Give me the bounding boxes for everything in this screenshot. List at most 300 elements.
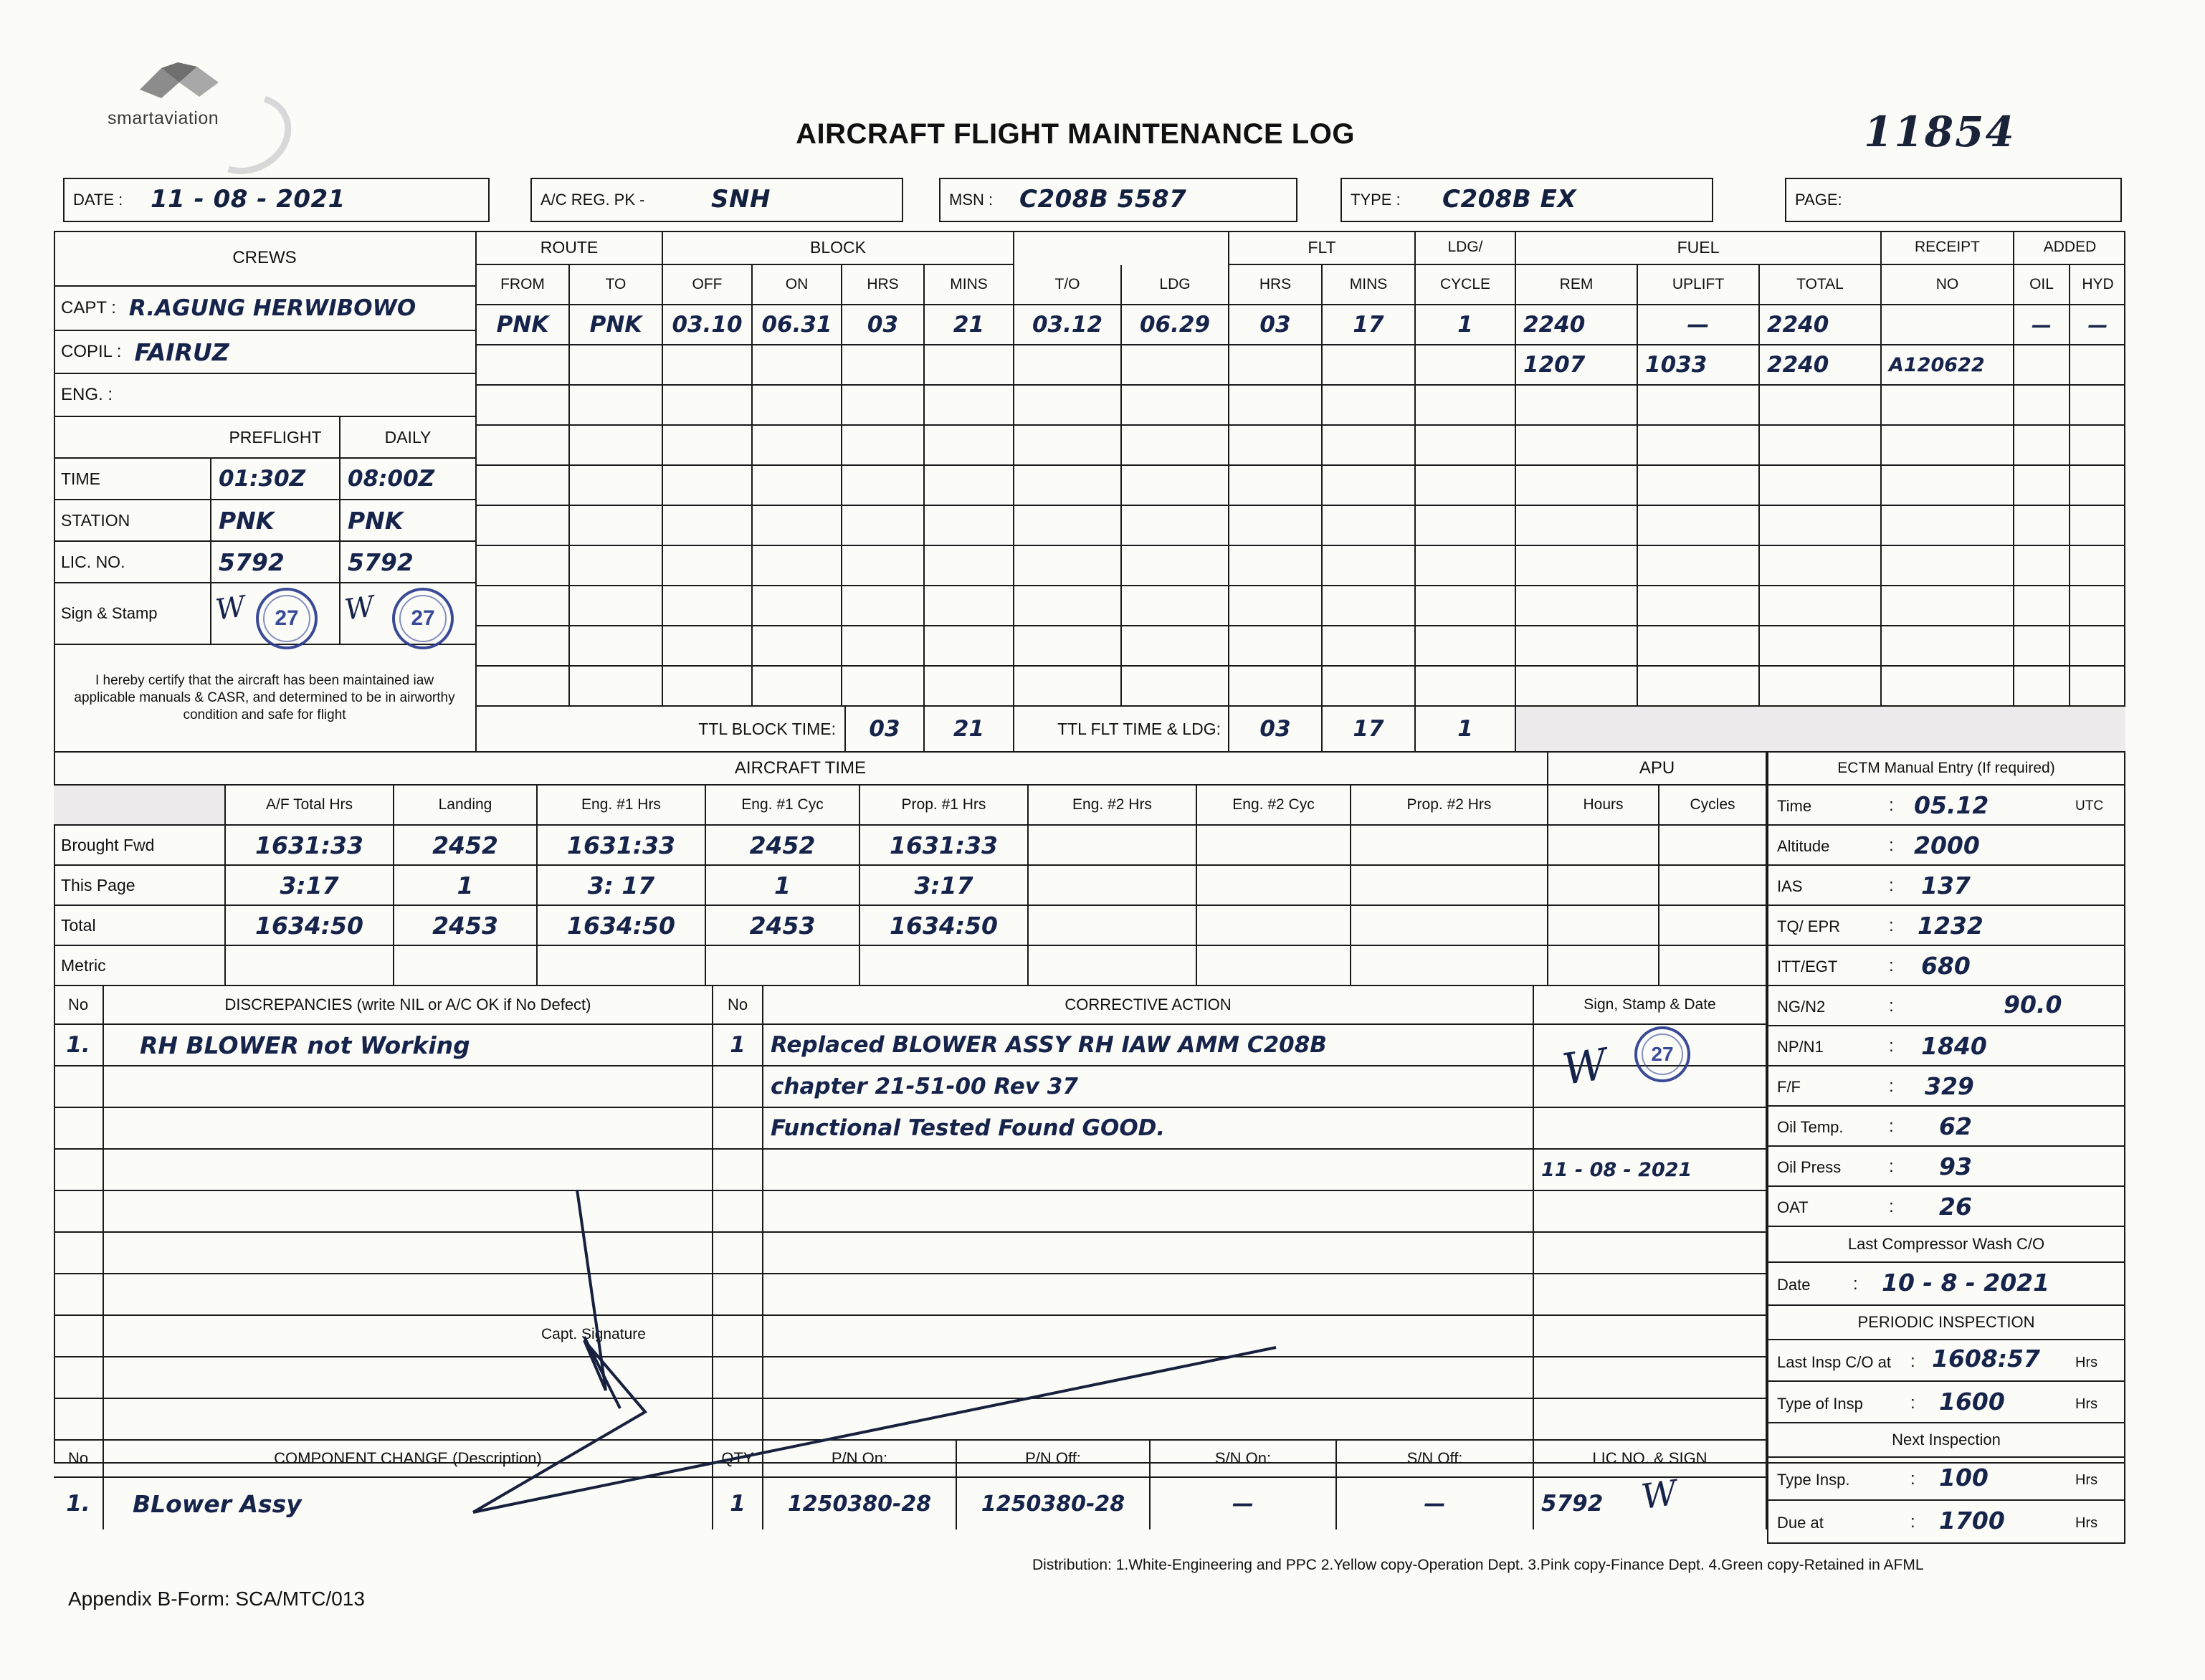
- row6-from[interactable]: [477, 506, 570, 546]
- row7-block-hrs[interactable]: [842, 546, 925, 586]
- corrective-1-line1: Replaced BLOWER ASSY RH IAW AMM C208B: [763, 1025, 1534, 1066]
- date-field-box[interactable]: [63, 178, 490, 222]
- row9-flt-hrs[interactable]: [1229, 626, 1323, 667]
- metric-eng2-cyc[interactable]: [1197, 946, 1351, 986]
- total-prop2-hrs[interactable]: [1351, 906, 1548, 946]
- row1-receipt: [1882, 305, 2014, 345]
- row1-fuel-rem: 2240: [1516, 305, 1638, 345]
- ttl-block-hrs: 03: [846, 707, 925, 753]
- row4-oil[interactable]: [2014, 426, 2070, 466]
- ttl-flt-time-label: TTL FLT TIME & LDG:: [1014, 707, 1229, 753]
- row3-hyd[interactable]: [2070, 386, 2125, 426]
- component-row1-sn-on: —: [1151, 1478, 1337, 1529]
- last-insp-colon: :: [1910, 1352, 1915, 1371]
- corrective-1-line3: Functional Tested Found GOOD.: [763, 1108, 1534, 1150]
- row4-from[interactable]: [477, 426, 570, 466]
- row1-flt-mins: 17: [1323, 305, 1416, 345]
- sign-cell-3[interactable]: [1534, 1108, 1767, 1150]
- row1-flt-hrs: 03: [1229, 305, 1323, 345]
- next-type-insp-colon: :: [1910, 1469, 1915, 1489]
- row9-takeoff[interactable]: [1014, 626, 1122, 667]
- discrepancy-9-no[interactable]: [54, 1357, 104, 1399]
- row6-block-mins[interactable]: [925, 506, 1014, 546]
- ectm-itt-label: ITT/EGT: [1777, 958, 1838, 975]
- row4-cycle[interactable]: [1416, 426, 1516, 466]
- row3-flt-mins[interactable]: [1323, 386, 1416, 426]
- row8-flt-mins[interactable]: [1323, 586, 1416, 626]
- apu-heading: APU: [1548, 753, 1767, 786]
- row3-on[interactable]: [753, 386, 842, 426]
- ectm-np-value: 1840: [1921, 1032, 1987, 1060]
- row5-takeoff[interactable]: [1014, 466, 1122, 506]
- total-apu-hours[interactable]: [1548, 906, 1659, 946]
- corrective-5-no[interactable]: [713, 1191, 763, 1233]
- due-at-label: Due at: [1777, 1514, 1824, 1532]
- row3-oil[interactable]: [2014, 386, 2070, 426]
- row8-block-hrs[interactable]: [842, 586, 925, 626]
- row2-block-hrs[interactable]: [842, 345, 925, 386]
- col-eng1-cyc: Eng. #1 Cyc: [706, 786, 860, 826]
- discrepancy-2-text[interactable]: [104, 1066, 713, 1108]
- type-field-box[interactable]: [1340, 178, 1713, 222]
- brought-fwd-landing: 2452: [394, 826, 538, 866]
- ectm-ff-colon: :: [1889, 1077, 1894, 1096]
- row6-landing[interactable]: [1122, 506, 1229, 546]
- discrepancy-7-no[interactable]: [54, 1274, 104, 1316]
- row2-block-mins[interactable]: [925, 345, 1014, 386]
- corrective-9-text[interactable]: [763, 1357, 1534, 1399]
- row7-fuel-total[interactable]: [1760, 546, 1882, 586]
- row10-fuel-uplift[interactable]: [1638, 667, 1760, 707]
- preflight-header: PREFLIGHT: [211, 417, 340, 459]
- brought-fwd-apu-hours[interactable]: [1548, 826, 1659, 866]
- sign-cell-7[interactable]: [1534, 1274, 1767, 1316]
- row10-landing[interactable]: [1122, 667, 1229, 707]
- row8-flt-hrs[interactable]: [1229, 586, 1323, 626]
- row8-block-mins[interactable]: [925, 586, 1014, 626]
- ectm-time-colon: :: [1889, 796, 1894, 815]
- page-field-box[interactable]: [1785, 178, 2122, 222]
- row2-from[interactable]: [477, 345, 570, 386]
- metric-apu-hours[interactable]: [1548, 946, 1659, 986]
- row2-off[interactable]: [663, 345, 753, 386]
- col-on: ON: [753, 265, 842, 305]
- ldg-cycle-group-header: LDG/: [1416, 231, 1516, 265]
- row2-landing[interactable]: [1122, 345, 1229, 386]
- sign-cell-9[interactable]: [1534, 1357, 1767, 1399]
- discrepancy-8-no[interactable]: [54, 1316, 104, 1357]
- discrepancy-5-text[interactable]: [104, 1191, 713, 1233]
- corrective-6-text[interactable]: [763, 1233, 1534, 1274]
- row7-block-mins[interactable]: [925, 546, 1014, 586]
- row9-fuel-rem[interactable]: [1516, 626, 1638, 667]
- flt-group-header: FLT: [1229, 231, 1416, 265]
- total-af-hrs: 1634:50: [226, 906, 394, 946]
- discrepancy-1-text: RH BLOWER not Working: [104, 1025, 713, 1066]
- total-eng2-hrs[interactable]: [1029, 906, 1197, 946]
- row9-on[interactable]: [753, 626, 842, 667]
- totals-shaded-right: [1516, 707, 2125, 753]
- row10-from[interactable]: [477, 667, 570, 707]
- row10-takeoff[interactable]: [1014, 667, 1122, 707]
- sign-stamp-daily-cell[interactable]: [340, 583, 477, 645]
- row5-flt-hrs[interactable]: [1229, 466, 1323, 506]
- total-apu-cycles[interactable]: [1659, 906, 1767, 946]
- metric-apu-cycles[interactable]: [1659, 946, 1767, 986]
- row2-oil[interactable]: [2014, 345, 2070, 386]
- corrective-6-no[interactable]: [713, 1233, 763, 1274]
- row3-fuel-uplift[interactable]: [1638, 386, 1760, 426]
- row3-flt-hrs[interactable]: [1229, 386, 1323, 426]
- row3-takeoff[interactable]: [1014, 386, 1122, 426]
- row3-from[interactable]: [477, 386, 570, 426]
- discrepancy-4-no[interactable]: [54, 1150, 104, 1191]
- row2-fuel-rem: 1207: [1516, 345, 1638, 386]
- total-prop1-hrs: 1634:50: [860, 906, 1029, 946]
- discrepancy-4-text[interactable]: [104, 1150, 713, 1191]
- brought-fwd-eng2-cyc[interactable]: [1197, 826, 1351, 866]
- metric-prop2-hrs[interactable]: [1351, 946, 1548, 986]
- sign-cell-8[interactable]: [1534, 1316, 1767, 1357]
- row7-on[interactable]: [753, 546, 842, 586]
- corrective-7-no[interactable]: [713, 1274, 763, 1316]
- logo-wordmark: smartaviation: [108, 108, 219, 128]
- preflight-corner-blank: [54, 417, 211, 459]
- row7-fuel-rem[interactable]: [1516, 546, 1638, 586]
- row4-takeoff[interactable]: [1014, 426, 1122, 466]
- row4-fuel-rem[interactable]: [1516, 426, 1638, 466]
- ectm-oat-value: 26: [1939, 1193, 1972, 1221]
- row7-receipt[interactable]: [1882, 546, 2014, 586]
- sign-stamp-preflight-cell[interactable]: [211, 583, 340, 645]
- station-daily-value: PNK: [340, 500, 477, 542]
- smartaviation-logo: [108, 61, 272, 147]
- row7-to[interactable]: [570, 546, 663, 586]
- msn-field-box[interactable]: [939, 178, 1297, 222]
- corrective-8-no[interactable]: [713, 1316, 763, 1357]
- row5-from[interactable]: [477, 466, 570, 506]
- corrective-3-no[interactable]: [713, 1108, 763, 1150]
- ectm-ng-colon: :: [1889, 996, 1894, 1016]
- brought-fwd-prop2-hrs[interactable]: [1351, 826, 1548, 866]
- component-row1-signature: W: [1639, 1472, 1680, 1518]
- licno-preflight-value: 5792: [211, 542, 340, 583]
- row4-receipt[interactable]: [1882, 426, 2014, 466]
- brought-fwd-eng1-cyc: 2452: [706, 826, 860, 866]
- row7-flt-hrs[interactable]: [1229, 546, 1323, 586]
- row5-on[interactable]: [753, 466, 842, 506]
- corrective-2-no[interactable]: [713, 1066, 763, 1108]
- row5-cycle[interactable]: [1416, 466, 1516, 506]
- row8-on[interactable]: [753, 586, 842, 626]
- row2-hyd[interactable]: [2070, 345, 2125, 386]
- row7-cycle[interactable]: [1416, 546, 1516, 586]
- row9-block-hrs[interactable]: [842, 626, 925, 667]
- row9-flt-mins[interactable]: [1323, 626, 1416, 667]
- corrective-5-text[interactable]: [763, 1191, 1534, 1233]
- corrective-4-text[interactable]: [763, 1150, 1534, 1191]
- row3-block-hrs[interactable]: [842, 386, 925, 426]
- row6-flt-mins[interactable]: [1323, 506, 1416, 546]
- row6-fuel-uplift[interactable]: [1638, 506, 1760, 546]
- next-inspection-heading: Next Inspection: [1767, 1423, 2125, 1458]
- this-page-apu-cycles[interactable]: [1659, 866, 1767, 906]
- discrepancy-7-text[interactable]: [104, 1274, 713, 1316]
- row5-receipt[interactable]: [1882, 466, 2014, 506]
- row1-cycle: 1: [1416, 305, 1516, 345]
- row9-block-mins[interactable]: [925, 626, 1014, 667]
- row4-landing[interactable]: [1122, 426, 1229, 466]
- corrective-7-text[interactable]: [763, 1274, 1534, 1316]
- row3-to[interactable]: [570, 386, 663, 426]
- row3-block-mins[interactable]: [925, 386, 1014, 426]
- metric-eng1-cyc[interactable]: [706, 946, 860, 986]
- row10-flt-mins[interactable]: [1323, 667, 1416, 707]
- row10-receipt[interactable]: [1882, 667, 2014, 707]
- row6-flt-hrs[interactable]: [1229, 506, 1323, 546]
- row5-flt-mins[interactable]: [1323, 466, 1416, 506]
- row7-takeoff[interactable]: [1014, 546, 1122, 586]
- row6-oil[interactable]: [2014, 506, 2070, 546]
- row10-hyd[interactable]: [2070, 667, 2125, 707]
- row10-cycle[interactable]: [1416, 667, 1516, 707]
- date-value: 11 - 08 - 2021: [151, 185, 346, 214]
- row4-off[interactable]: [663, 426, 753, 466]
- this-page-eng2-hrs[interactable]: [1029, 866, 1197, 906]
- row3-cycle[interactable]: [1416, 386, 1516, 426]
- row7-off[interactable]: [663, 546, 753, 586]
- discrepancy-2-no[interactable]: [54, 1066, 104, 1108]
- discrepancy-10-no[interactable]: [54, 1399, 104, 1441]
- row6-off[interactable]: [663, 506, 753, 546]
- corrective-stamp: 27: [1634, 1026, 1690, 1082]
- sign-stamp-date-heading: Sign, Stamp & Date: [1534, 986, 1767, 1025]
- ectm-oil-temp-label: Oil Temp.: [1777, 1118, 1844, 1136]
- row6-hyd[interactable]: [2070, 506, 2125, 546]
- row8-fuel-uplift[interactable]: [1638, 586, 1760, 626]
- metric-eng2-hrs[interactable]: [1029, 946, 1197, 986]
- row2-cycle[interactable]: [1416, 345, 1516, 386]
- row8-to[interactable]: [570, 586, 663, 626]
- corrective-4-no[interactable]: [713, 1150, 763, 1191]
- metric-eng1-hrs[interactable]: [538, 946, 706, 986]
- row10-to[interactable]: [570, 667, 663, 707]
- row6-to[interactable]: [570, 506, 663, 546]
- component-sn-on-header: S/N On:: [1151, 1441, 1337, 1478]
- row6-takeoff[interactable]: [1014, 506, 1122, 546]
- brought-fwd-eng2-hrs[interactable]: [1029, 826, 1197, 866]
- component-lic-header: LIC NO. & SIGN: [1534, 1441, 1767, 1478]
- sign-cell-10[interactable]: [1534, 1399, 1767, 1441]
- row10-oil[interactable]: [2014, 667, 2070, 707]
- sign-cell-6[interactable]: [1534, 1233, 1767, 1274]
- row10-fuel-rem[interactable]: [1516, 667, 1638, 707]
- ectm-oat-label: OAT: [1777, 1198, 1809, 1216]
- row7-fuel-uplift[interactable]: [1638, 546, 1760, 586]
- row5-landing[interactable]: [1122, 466, 1229, 506]
- stamp-preflight: 27: [256, 588, 318, 649]
- row9-landing[interactable]: [1122, 626, 1229, 667]
- corrective-10-no[interactable]: [713, 1399, 763, 1441]
- row5-block-hrs[interactable]: [842, 466, 925, 506]
- row8-cycle[interactable]: [1416, 586, 1516, 626]
- component-row1-description: BLower Assy: [104, 1478, 713, 1529]
- discrepancy-5-no[interactable]: [54, 1191, 104, 1233]
- row3-landing[interactable]: [1122, 386, 1229, 426]
- row3-fuel-rem[interactable]: [1516, 386, 1638, 426]
- ectm-time-label: Time: [1777, 797, 1812, 815]
- row5-hyd[interactable]: [2070, 466, 2125, 506]
- row7-oil[interactable]: [2014, 546, 2070, 586]
- row8-fuel-total[interactable]: [1760, 586, 1882, 626]
- metric-prop1-hrs[interactable]: [860, 946, 1029, 986]
- time-row-label: TIME: [54, 459, 211, 500]
- metric-landing[interactable]: [394, 946, 538, 986]
- row2-on[interactable]: [753, 345, 842, 386]
- row9-from[interactable]: [477, 626, 570, 667]
- col-eng2-cyc: Eng. #2 Cyc: [1197, 786, 1351, 826]
- row10-fuel-total[interactable]: [1760, 667, 1882, 707]
- row6-receipt[interactable]: [1882, 506, 2014, 546]
- row4-fuel-total[interactable]: [1760, 426, 1882, 466]
- col-prop2-hrs: Prop. #2 Hrs: [1351, 786, 1548, 826]
- row9-fuel-total[interactable]: [1760, 626, 1882, 667]
- row4-flt-hrs[interactable]: [1229, 426, 1323, 466]
- row8-hyd[interactable]: [2070, 586, 2125, 626]
- ttl-block-time-label: TTL BLOCK TIME:: [656, 707, 846, 753]
- row7-from[interactable]: [477, 546, 570, 586]
- row9-oil[interactable]: [2014, 626, 2070, 667]
- component-row1-qty: 1: [713, 1478, 763, 1529]
- this-page-apu-hours[interactable]: [1548, 866, 1659, 906]
- logo-mark-icon: [136, 61, 222, 105]
- row7-hyd[interactable]: [2070, 546, 2125, 586]
- component-row1-pn-off: 1250380-28: [957, 1478, 1151, 1529]
- row6-block-hrs[interactable]: [842, 506, 925, 546]
- row5-oil[interactable]: [2014, 466, 2070, 506]
- reg-field-box[interactable]: [530, 178, 903, 222]
- row5-fuel-total[interactable]: [1760, 466, 1882, 506]
- brought-fwd-apu-cycles[interactable]: [1659, 826, 1767, 866]
- row10-on[interactable]: [753, 667, 842, 707]
- crew-capt-label: CAPT :: [61, 298, 116, 318]
- corrective-9-no[interactable]: [713, 1357, 763, 1399]
- row4-block-mins[interactable]: [925, 426, 1014, 466]
- ttl-flt-hrs: 03: [1229, 707, 1323, 753]
- row3-receipt[interactable]: [1882, 386, 2014, 426]
- row6-fuel-total[interactable]: [1760, 506, 1882, 546]
- discrepancy-6-text[interactable]: [104, 1233, 713, 1274]
- type-label: TYPE :: [1351, 191, 1401, 209]
- row2-flt-hrs[interactable]: [1229, 345, 1323, 386]
- col-from: FROM: [477, 265, 570, 305]
- row10-flt-hrs[interactable]: [1229, 667, 1323, 707]
- row9-fuel-uplift[interactable]: [1638, 626, 1760, 667]
- row5-fuel-rem[interactable]: [1516, 466, 1638, 506]
- row4-fuel-uplift[interactable]: [1638, 426, 1760, 466]
- col-cycle: CYCLE: [1416, 265, 1516, 305]
- row4-hyd[interactable]: [2070, 426, 2125, 466]
- col-at-landing: Landing: [394, 786, 538, 826]
- sign-cell-5[interactable]: [1534, 1191, 1767, 1233]
- row8-fuel-rem[interactable]: [1516, 586, 1638, 626]
- corrective-8-text[interactable]: [763, 1316, 1534, 1357]
- row4-flt-mins[interactable]: [1323, 426, 1416, 466]
- time-preflight-value: 01:30Z: [211, 459, 340, 500]
- next-type-insp-unit: Hrs: [2075, 1472, 2098, 1488]
- compressor-wash-colon: :: [1853, 1274, 1858, 1294]
- total-eng2-cyc[interactable]: [1197, 906, 1351, 946]
- row8-receipt[interactable]: [1882, 586, 2014, 626]
- row1-fuel-total: 2240: [1760, 305, 1882, 345]
- row9-off[interactable]: [663, 626, 753, 667]
- row3-fuel-total[interactable]: [1760, 386, 1882, 426]
- row2-flt-mins[interactable]: [1323, 345, 1416, 386]
- row9-hyd[interactable]: [2070, 626, 2125, 667]
- row10-off[interactable]: [663, 667, 753, 707]
- ttl-flt-ldg: 1: [1416, 707, 1516, 753]
- row9-to[interactable]: [570, 626, 663, 667]
- row3-off[interactable]: [663, 386, 753, 426]
- row10-block-mins[interactable]: [925, 667, 1014, 707]
- row4-block-hrs[interactable]: [842, 426, 925, 466]
- discrepancy-3-no[interactable]: [54, 1108, 104, 1150]
- row6-on[interactable]: [753, 506, 842, 546]
- type-of-insp-unit: Hrs: [2075, 1396, 2098, 1412]
- discrepancy-8-text[interactable]: [104, 1316, 713, 1357]
- col-flt-mins: MINS: [1323, 265, 1416, 305]
- row5-off[interactable]: [663, 466, 753, 506]
- discrepancy-3-text[interactable]: [104, 1108, 713, 1150]
- row8-takeoff[interactable]: [1014, 586, 1122, 626]
- row8-landing[interactable]: [1122, 586, 1229, 626]
- row4-on[interactable]: [753, 426, 842, 466]
- col-apu-cycles: Cycles: [1659, 786, 1767, 826]
- row8-from[interactable]: [477, 586, 570, 626]
- row8-oil[interactable]: [2014, 586, 2070, 626]
- row2-to[interactable]: [570, 345, 663, 386]
- row1-landing: 06.29: [1122, 305, 1229, 345]
- row9-cycle[interactable]: [1416, 626, 1516, 667]
- row1-block-mins: 21: [925, 305, 1014, 345]
- col-fuel-total: TOTAL: [1760, 265, 1882, 305]
- certify-statement: I hereby certify that the aircraft has been maintained iaw applicable manuals & CASR, and determined to be in airworthy condition and safe for flight: [54, 645, 477, 753]
- block-group-header: BLOCK: [663, 231, 1014, 265]
- periodic-inspection-heading: PERIODIC INSPECTION: [1767, 1306, 2125, 1340]
- row5-block-mins[interactable]: [925, 466, 1014, 506]
- row5-fuel-uplift[interactable]: [1638, 466, 1760, 506]
- row6-fuel-rem[interactable]: [1516, 506, 1638, 546]
- metric-af-hrs[interactable]: [226, 946, 394, 986]
- discrepancy-10-text[interactable]: [104, 1399, 713, 1441]
- this-page-prop2-hrs[interactable]: [1351, 866, 1548, 906]
- msn-label: MSN :: [949, 191, 994, 209]
- row5-to[interactable]: [570, 466, 663, 506]
- row7-landing[interactable]: [1122, 546, 1229, 586]
- row2-takeoff[interactable]: [1014, 345, 1122, 386]
- row7-flt-mins[interactable]: [1323, 546, 1416, 586]
- signature-daily: W: [342, 590, 377, 627]
- row6-cycle[interactable]: [1416, 506, 1516, 546]
- discrepancy-9-text[interactable]: [104, 1357, 713, 1399]
- discrepancy-6-no[interactable]: [54, 1233, 104, 1274]
- corrective-10-text[interactable]: [763, 1399, 1534, 1441]
- row4-to[interactable]: [570, 426, 663, 466]
- this-page-eng2-cyc[interactable]: [1197, 866, 1351, 906]
- row10-block-hrs[interactable]: [842, 667, 925, 707]
- row8-off[interactable]: [663, 586, 753, 626]
- row9-receipt[interactable]: [1882, 626, 2014, 667]
